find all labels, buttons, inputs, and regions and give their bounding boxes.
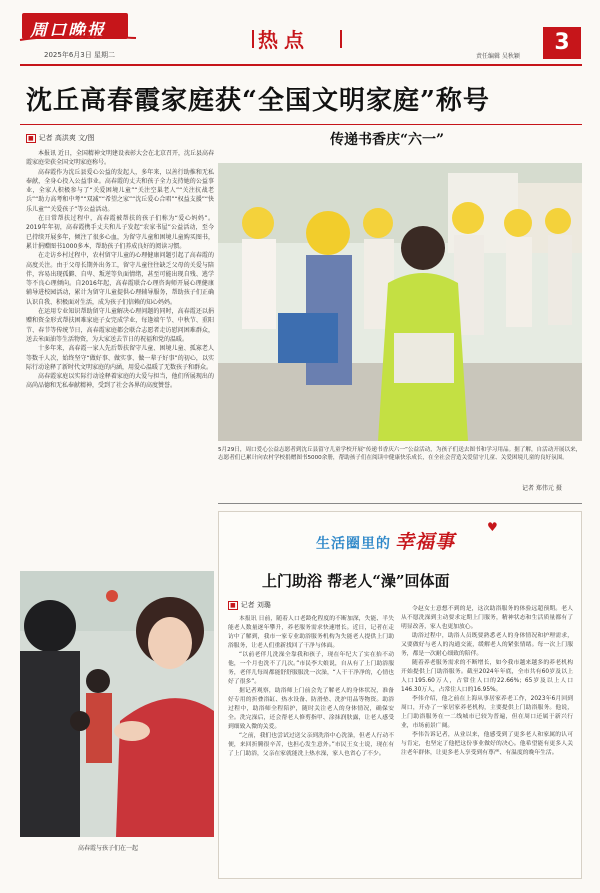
main-headline: 沈丘高春霞家庭获“全国文明家庭”称号: [26, 86, 490, 116]
main-byline: [26, 133, 94, 143]
issue-date: 2025年6月3日 星期二: [44, 51, 115, 59]
bath-paragraph: 令赵女士意想不到的是，这次助浴服务的体验远超预期。老人从不愿洗澡到主动要求定期上门服务，精神状态和生活质量都有了明显改善，家人也更加放心。: [401, 606, 573, 630]
bath-paragraph: 助浴过程中，助浴人员既要熟悉老人的身体情况和护理需求，又要做好与老人的沟通交流，缓解老人的紧张情绪。每一次上门服务，都是一次耐心细致的陪伴。: [401, 633, 573, 657]
bath-byline: [228, 600, 271, 610]
main-paragraph: 十多年来，高春霞一家人先后帮扶留守儿童、困境儿童、孤寡老人等数千人次，始终坚守“做好事、做实事、做一辈子好事”的初心，以实际行动诠释了新时代文明家庭的内涵，用爱心温暖了无数孩子和群众。: [26, 345, 214, 371]
masthead-swash-icon: [18, 34, 138, 44]
photo-story-title: 传递书香庆“六一”: [330, 132, 445, 148]
bath-paragraph: 据记者观察，助浴师上门前会先了解老人的身体状况，准备好专用的折叠浴缸、热水设备、防滑垫、洗护用品等物资。助浴过程中，助浴师全程陪护，随时关注老人的身体情况，确保安全。洗完澡后，还会帮老人修剪指甲、涂抹润肤露，让老人感受到细致入微的关爱。: [228, 688, 394, 730]
section-title: 热点: [258, 28, 310, 52]
column-title: [316, 527, 455, 554]
bath-paragraph: “以前老伴儿洗澡全靠我和孩子，现在年纪大了实在抬不动他，一个月也洗不了几次。”市民李大娘说，自从有了上门助浴服务，老伴儿每周都能舒舒服服洗一次澡，“人干干净净的，心情也好了很多”。: [228, 652, 394, 685]
bath-paragraph: “之前，我们也尝试过送父亲到洗浴中心洗澡，但老人行动不便，来回折腾很辛苦，也担心发生意外。”市民王女士说，现在有了上门助浴，父亲在家就能洗上热水澡，家人也省心了不少。: [228, 733, 394, 757]
photo-book-donation: [218, 163, 582, 441]
bath-paragraph: 本报讯 日前，随着人口老龄化程度的不断加深，失能、半失能老人数量逐年攀升，养老服务需求快速增长。近日，记者在走访中了解到，我市一家专业助浴服务机构为失能老人提供上门助浴服务，让老人们重新找回了干净与体面。: [228, 616, 394, 649]
column-name: 生活圈里的: [316, 536, 391, 552]
bath-paragraph: 李伟介绍，他之前在上海从事居家养老工作，2023年6月回到周口，开办了一家居家养老机构，主要提供上门助浴服务。他说，上门助浴服务在一二线城市已较为普遍，但在周口还属于新兴行业，市场前景广阔。: [401, 696, 573, 729]
section-bar-right: [340, 30, 342, 48]
section-bar-left: [252, 30, 254, 48]
column-highlight: 幸福事: [395, 531, 456, 553]
main-byline-text: 记者 高洪爽 文/图: [38, 134, 95, 142]
page-number: 3: [543, 27, 581, 59]
main-paragraph: 高春霞作为沈丘县爱心公益的发起人，多年来，以善行助推和无私奉献，全身心投入公益事业。高春霞的丈夫和孩子全力支持她的公益事业，全家人积极参与了“关爱困境儿童”“关注空巢老人”“关注抗战老兵”“助力高考和中考”“双减”“希望之家”“沈丘爱心合唱”“权益支援”“快乐儿童”“关爱孩子”等公益活动。: [26, 168, 214, 213]
main-paragraph: 本报讯 近日，全国精神文明建设表彰大会在北京召开，沈丘县高春霞家庭荣获全国文明家庭称号。: [26, 150, 214, 167]
bath-headline: 上门助浴 帮老人“澡”回体面: [262, 572, 450, 590]
bath-paragraph: 随着养老服务需求的不断增长，如今我市越来越多的养老机构开始提供上门助浴服务。截至2024年年底，全市共有60岁及以上人口195.60万人，占常住人口的22.66%；65岁及以上人口146.30万人，占常住人口的16.95%。: [401, 660, 573, 693]
bath-paragraph: 李伟告诉记者，从业以来，他感受到了更多老人和家属的认可与肯定，也坚定了他把这份事业做好的决心。他希望能有更多人关注老年群体，让更多老人享受到有尊严、有温度的晚年生活。: [401, 732, 573, 756]
bath-article-col1: [228, 615, 394, 873]
byline-tag: ■: [230, 602, 236, 609]
responsible-editors: 责任编辑 吴秋颖: [476, 53, 520, 60]
main-paragraph: 在走访乡村过程中，农村留守儿童的心理健康问题引起了高春霞的高度关注。由于父母长期外出务工，留守儿童往往缺乏父母的关爱与陪伴，容易出现孤僻、自卑、叛逆等负面情绪，甚至可能出现自残、逃学等不良心理倾向。自2016年起，高春霞联合心理咨询师开展心理健康辅导进校园活动，累计为留守儿童提供心理辅导服务，帮助孩子们正确认识自我、积极面对生活，成为孩子们信赖的知心妈妈。: [26, 252, 214, 306]
headline-rule: [20, 124, 582, 125]
photo-rule: [218, 503, 582, 504]
photo-story-caption: 5月29日，周口爱心公益志愿者到沈丘县留守儿童学校开展“传递书香庆六一”公益活动，为孩子们送去图书和学习用品。据了解，自活动开展以来，志愿者们已累计向农村学校捐赠图书5000余册，帮助孩子们在阅读中健康快乐成长，在全社会营造关爱留守儿童、关爱困境儿童的良好氛围。: [218, 447, 582, 462]
page-header: [0, 0, 600, 70]
photo2-caption: 高春霞与孩子们在一起: [78, 845, 139, 852]
masthead-logo-text: 周口晚报: [30, 21, 106, 41]
main-paragraph: 在运用专业知识帮助留守儿童解决心理问题的同时，高春霞还以捐赠和资金形式帮扶困难家庭子女完成学业，每逢端午节、中秋节、重阳节、春节等传统节日，高春霞家庭都会联合志愿者走访慰问困难群众，送去米面油等生活物资，为大家送去节日的祝福和党的温暖。: [26, 308, 214, 343]
main-paragraph: 高春霞家庭以实际行动诠释着家庭的大爱与担当，他们所展现出的高尚品德和无私奉献精神，受到了社会各界的高度赞誉。: [26, 373, 214, 390]
heart-icon: ♥: [487, 520, 498, 534]
photo-volunteer-children-image: [20, 571, 214, 837]
photo-story-credit: 记者 郑伟元 摄: [522, 485, 562, 492]
bath-article-col2: [401, 605, 573, 873]
main-paragraph: 在日常帮扶过程中，高春霞被帮扶的孩子们称为“爱心妈妈”。2019年年初，高春霞携手丈夫和儿子发起“农家书屋”公益活动，至今已持续开展多年，倾注了很多心血，为留守儿童和困境儿童购买图书，累计捐赠图书1000多本，帮助孩子们养成良好的阅读习惯。: [26, 215, 214, 250]
byline-tag: ■: [28, 135, 34, 142]
header-rule: [20, 64, 582, 66]
photo-book-donation-image: [218, 163, 582, 441]
main-article-body: [26, 149, 214, 567]
bath-byline-text: 记者 刘璐: [240, 601, 271, 609]
photo-volunteer-children: [20, 571, 214, 837]
